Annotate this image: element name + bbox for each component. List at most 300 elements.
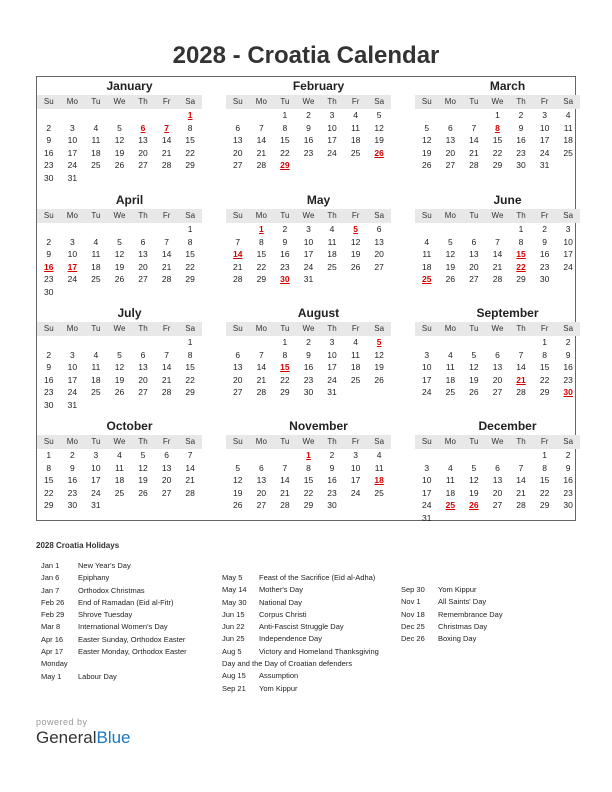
day-cell: 15 xyxy=(539,362,550,373)
day-cell: 11 xyxy=(351,349,360,360)
day-cell xyxy=(61,286,85,299)
day-cell: 25 xyxy=(91,160,101,171)
day-cell: 29 xyxy=(303,500,314,511)
day-cell: 6 xyxy=(376,224,382,234)
holiday-entry xyxy=(401,596,576,608)
day-cell xyxy=(509,336,533,349)
weekday-header: We xyxy=(491,437,504,446)
day-cell: 22 xyxy=(185,147,195,158)
day-cell: 23 xyxy=(44,274,54,285)
day-cell xyxy=(509,449,533,462)
holiday-entry xyxy=(222,584,402,596)
day-cell: 28 xyxy=(492,274,503,285)
day-cell: 26 xyxy=(114,274,125,285)
week-row xyxy=(37,286,202,299)
holiday-day-cell: 6 xyxy=(140,122,146,133)
day-cell: 23 xyxy=(516,147,526,158)
day-cell xyxy=(155,399,179,412)
day-cell: 14 xyxy=(185,462,195,473)
day-cell: 4 xyxy=(93,122,99,133)
month-name: July xyxy=(117,306,142,320)
day-cell: 3 xyxy=(353,450,358,460)
holiday-name: Christmas Day xyxy=(438,621,488,631)
day-cell: 21 xyxy=(280,487,290,498)
holiday-entry xyxy=(41,597,221,609)
weekday-header: Th xyxy=(516,324,526,333)
week-row xyxy=(37,399,202,412)
day-cell: 15 xyxy=(44,475,54,486)
day-cell: 12 xyxy=(138,462,148,473)
day-cell: 1 xyxy=(282,110,288,120)
holiday-date: May 5 xyxy=(222,573,243,582)
holiday-day-cell: 17 xyxy=(67,261,78,272)
day-cell: 7 xyxy=(258,349,264,360)
day-cell: 24 xyxy=(422,500,432,511)
day-cell: 19 xyxy=(138,475,148,486)
weekday-header-row xyxy=(226,322,391,336)
week-row xyxy=(226,223,391,236)
day-cell: 5 xyxy=(424,122,430,133)
day-cell xyxy=(462,512,486,525)
month-name: January xyxy=(106,79,153,93)
weekday-header: Tu xyxy=(469,437,479,446)
day-cell: 21 xyxy=(233,261,243,272)
holiday-name: All Saints' Day xyxy=(438,597,487,607)
weekday-header: Th xyxy=(327,324,337,333)
day-cell: 5 xyxy=(447,236,453,247)
day-cell: 11 xyxy=(91,362,101,373)
day-cell: 2 xyxy=(565,337,571,347)
month-name: November xyxy=(289,419,348,433)
holiday-entry xyxy=(41,646,221,658)
day-cell xyxy=(320,273,344,286)
day-cell: 27 xyxy=(138,387,148,398)
day-cell: 26 xyxy=(445,274,456,285)
day-cell: 21 xyxy=(161,147,172,158)
day-cell: 16 xyxy=(303,362,314,373)
day-cell: 20 xyxy=(233,147,243,158)
day-cell: 17 xyxy=(303,249,314,260)
month-name: October xyxy=(106,419,153,433)
day-cell: 6 xyxy=(471,236,477,247)
day-cell: 16 xyxy=(563,475,573,486)
day-cell: 22 xyxy=(256,261,267,272)
day-cell xyxy=(155,172,179,185)
week-row xyxy=(37,386,202,399)
week-row xyxy=(226,134,391,147)
day-cell: 21 xyxy=(256,147,267,158)
day-cell: 15 xyxy=(539,475,550,486)
weekday-header: Su xyxy=(232,97,243,106)
weekday-header: Th xyxy=(516,211,526,220)
day-cell: 22 xyxy=(303,487,314,498)
day-cell: 26 xyxy=(138,487,148,498)
holiday-day-cell: 26 xyxy=(374,147,384,158)
day-cell: 30 xyxy=(44,286,54,297)
holiday-date: Mar 8 xyxy=(41,622,61,632)
day-cell xyxy=(462,223,486,236)
day-cell: 13 xyxy=(233,135,243,146)
day-cell: 20 xyxy=(138,147,148,158)
holiday-name: Feast of the Sacrifice (Eid al-Adha) xyxy=(259,573,376,582)
week-row xyxy=(37,248,202,261)
day-cell: 12 xyxy=(114,249,125,260)
weekday-header: We xyxy=(491,97,504,106)
day-cell: 5 xyxy=(471,462,477,473)
week-row xyxy=(226,248,391,261)
day-cell: 20 xyxy=(445,147,456,158)
weekday-header: Mo xyxy=(66,97,78,106)
holiday-name: Easter Sunday, Orthodox Easter xyxy=(78,634,186,644)
weekday-header: We xyxy=(491,211,504,220)
month-june xyxy=(415,192,580,286)
weekday-header: Mo xyxy=(255,437,267,446)
holiday-entry xyxy=(41,671,221,683)
day-cell: 10 xyxy=(350,462,361,473)
weekday-header: Tu xyxy=(91,97,101,106)
holiday-date: Apr 17 xyxy=(41,647,64,657)
day-cell: 18 xyxy=(563,135,573,146)
day-cell xyxy=(226,223,250,236)
day-cell: 31 xyxy=(327,387,337,398)
weekday-header: Fr xyxy=(540,324,549,333)
day-cell xyxy=(61,109,85,122)
day-cell: 29 xyxy=(185,387,195,398)
day-cell: 31 xyxy=(91,500,101,511)
day-cell: 6 xyxy=(140,236,146,247)
week-row xyxy=(415,236,580,249)
day-cell xyxy=(556,273,580,286)
holiday-date: May 30 xyxy=(222,597,247,607)
day-cell: 20 xyxy=(138,261,148,272)
day-cell xyxy=(250,336,274,349)
weekday-header: Sa xyxy=(563,324,574,333)
day-cell: 31 xyxy=(303,274,314,285)
day-cell: 10 xyxy=(67,362,78,373)
week-row xyxy=(226,386,391,399)
week-row xyxy=(37,122,202,135)
day-cell: 28 xyxy=(256,160,267,171)
day-cell xyxy=(61,336,85,349)
day-cell xyxy=(462,109,486,122)
day-cell: 29 xyxy=(256,274,267,285)
powered-by-text: powered by xyxy=(36,717,88,727)
day-cell xyxy=(486,336,510,349)
day-cell: 2 xyxy=(518,110,524,120)
day-cell xyxy=(84,286,108,299)
day-cell: 7 xyxy=(164,236,169,247)
day-cell: 5 xyxy=(376,110,382,120)
day-cell: 16 xyxy=(44,147,54,158)
day-cell: 12 xyxy=(374,122,384,133)
week-row xyxy=(415,159,580,172)
day-cell: 19 xyxy=(350,249,361,260)
weekday-header: We xyxy=(302,437,315,446)
month-february xyxy=(226,78,391,172)
day-cell: 29 xyxy=(185,274,195,285)
day-cell: 1 xyxy=(187,224,193,234)
holiday-name: Victory and Homeland Thanksgiving xyxy=(259,646,379,656)
day-cell: 6 xyxy=(140,349,146,360)
holiday-name: Orthodox Christmas xyxy=(78,585,145,595)
day-cell: 20 xyxy=(469,261,479,272)
day-cell xyxy=(108,399,132,412)
day-cell xyxy=(439,512,463,525)
day-cell: 8 xyxy=(542,462,547,473)
weekday-header: Sa xyxy=(563,211,574,220)
month-name: August xyxy=(297,306,340,320)
weekday-header: Tu xyxy=(280,97,290,106)
week-row xyxy=(415,248,580,261)
day-cell: 14 xyxy=(256,362,267,373)
day-cell: 10 xyxy=(303,236,314,247)
day-cell xyxy=(415,449,439,462)
day-cell: 4 xyxy=(117,450,122,460)
day-cell: 30 xyxy=(563,500,573,511)
day-cell: 25 xyxy=(327,261,337,272)
weekday-header: We xyxy=(302,211,315,220)
weekday-header: Th xyxy=(138,97,148,106)
week-row xyxy=(37,273,202,286)
day-cell: 5 xyxy=(117,236,122,247)
day-cell: 23 xyxy=(44,387,54,398)
day-cell xyxy=(131,499,155,512)
day-cell: 17 xyxy=(67,147,78,158)
day-cell xyxy=(250,449,274,462)
day-cell: 26 xyxy=(233,500,243,511)
weekday-header: Fr xyxy=(162,324,171,333)
holiday-day-cell: 26 xyxy=(469,500,479,511)
holiday-date: Jun 15 xyxy=(222,609,245,619)
day-cell: 18 xyxy=(350,135,361,146)
day-cell: 9 xyxy=(542,236,547,247)
day-cell: 4 xyxy=(353,110,358,120)
day-cell: 8 xyxy=(282,349,288,360)
day-cell: 28 xyxy=(233,274,243,285)
month-may xyxy=(226,192,391,286)
week-row xyxy=(226,236,391,249)
day-cell: 21 xyxy=(161,261,172,272)
month-april xyxy=(37,192,202,299)
day-cell: 16 xyxy=(44,374,54,385)
day-cell: 14 xyxy=(161,249,172,260)
day-cell: 24 xyxy=(563,261,573,272)
day-cell: 11 xyxy=(351,122,360,133)
month-september xyxy=(415,305,580,399)
weekday-header: Su xyxy=(421,211,432,220)
day-cell: 1 xyxy=(187,337,193,347)
week-row xyxy=(226,147,391,160)
day-cell xyxy=(344,273,368,286)
day-cell: 23 xyxy=(563,487,573,498)
weekday-header: Mo xyxy=(255,97,267,106)
day-cell: 21 xyxy=(516,487,526,498)
day-cell: 20 xyxy=(492,487,503,498)
week-row xyxy=(226,487,391,500)
day-cell: 1 xyxy=(518,224,524,234)
day-cell: 24 xyxy=(91,487,101,498)
holiday-entry xyxy=(401,621,576,633)
day-cell xyxy=(108,109,132,122)
week-row xyxy=(37,374,202,387)
holiday-day-cell: 5 xyxy=(376,337,382,347)
day-cell: 9 xyxy=(565,349,571,360)
day-cell xyxy=(415,223,439,236)
day-cell: 22 xyxy=(539,487,550,498)
week-row xyxy=(226,474,391,487)
day-cell: 11 xyxy=(91,135,101,146)
day-cell xyxy=(344,159,368,172)
week-row xyxy=(37,462,202,475)
weekday-header: Su xyxy=(232,324,243,333)
day-cell xyxy=(486,512,510,525)
day-cell xyxy=(226,449,250,462)
week-row xyxy=(37,109,202,122)
weekday-header: Tu xyxy=(91,437,101,446)
day-cell: 22 xyxy=(185,374,195,385)
day-cell: 11 xyxy=(91,249,101,260)
day-cell: 19 xyxy=(374,135,384,146)
day-cell: 23 xyxy=(327,487,337,498)
week-row xyxy=(37,236,202,249)
day-cell xyxy=(131,223,155,236)
day-cell: 31 xyxy=(67,172,78,183)
weekday-header: Th xyxy=(138,324,148,333)
day-cell: 7 xyxy=(235,236,241,247)
day-cell: 9 xyxy=(565,462,571,473)
holiday-name-continuation: Monday xyxy=(41,659,68,669)
day-cell: 21 xyxy=(185,475,195,486)
day-cell: 13 xyxy=(161,462,172,473)
day-cell: 30 xyxy=(303,387,314,398)
holiday-entry xyxy=(222,597,402,609)
day-cell: 22 xyxy=(44,487,54,498)
day-cell: 11 xyxy=(445,362,455,373)
day-cell: 28 xyxy=(516,500,526,511)
weekday-header: We xyxy=(113,211,126,220)
week-row xyxy=(415,223,580,236)
weekday-header: Fr xyxy=(351,97,360,106)
day-cell: 8 xyxy=(46,462,52,473)
day-cell: 15 xyxy=(492,135,503,146)
day-cell: 6 xyxy=(235,122,241,133)
day-cell: 29 xyxy=(280,387,290,398)
holiday-day-cell: 18 xyxy=(374,475,384,486)
weekday-header: Fr xyxy=(162,211,171,220)
weekday-header: We xyxy=(302,324,315,333)
day-cell xyxy=(108,286,132,299)
day-cell xyxy=(37,336,61,349)
holiday-day-cell: 25 xyxy=(445,500,456,511)
day-cell xyxy=(131,399,155,412)
day-cell: 8 xyxy=(542,349,547,360)
weekday-header: Mo xyxy=(444,211,456,220)
day-cell xyxy=(439,449,463,462)
holiday-day-cell: 5 xyxy=(353,224,358,234)
weekday-header: Sa xyxy=(374,97,385,106)
month-august xyxy=(226,305,391,399)
day-cell: 29 xyxy=(516,274,526,285)
holiday-name: Labour Day xyxy=(78,671,117,681)
day-cell: 2 xyxy=(46,349,52,360)
weekday-header: We xyxy=(491,324,504,333)
holiday-name: Boxing Day xyxy=(438,634,477,644)
day-cell: 19 xyxy=(445,261,456,272)
week-row xyxy=(37,159,202,172)
day-cell: 19 xyxy=(422,147,432,158)
holiday-day-cell: 15 xyxy=(516,249,526,260)
week-row xyxy=(415,449,580,462)
day-cell: 24 xyxy=(539,147,550,158)
holiday-name: New Year's Day xyxy=(78,561,131,570)
holiday-entry xyxy=(41,621,221,633)
weekday-header: Mo xyxy=(66,437,78,446)
weekday-header-row xyxy=(415,322,580,336)
holiday-day-cell: 15 xyxy=(280,362,290,373)
day-cell: 24 xyxy=(327,147,337,158)
week-row xyxy=(415,349,580,362)
day-cell: 6 xyxy=(495,462,500,473)
day-cell: 12 xyxy=(350,236,361,247)
weekday-header: Sa xyxy=(185,324,196,333)
month-october xyxy=(37,418,202,512)
day-cell: 25 xyxy=(445,387,456,398)
weekday-header: Sa xyxy=(374,211,385,220)
week-row xyxy=(37,487,202,500)
weekday-header: Su xyxy=(232,437,243,446)
weekday-header-row xyxy=(226,435,391,449)
day-cell: 25 xyxy=(91,274,101,285)
day-cell: 12 xyxy=(114,362,125,373)
day-cell: 9 xyxy=(306,349,311,360)
day-cell xyxy=(178,399,202,412)
holiday-date: Sep 30 xyxy=(401,585,425,594)
day-cell: 25 xyxy=(374,487,384,498)
weekday-header-row xyxy=(415,435,580,449)
brand-logo[interactable] xyxy=(36,728,131,748)
holiday-entry xyxy=(41,560,221,572)
day-cell: 8 xyxy=(187,122,193,133)
day-cell: 28 xyxy=(161,160,172,171)
weekday-header: Tu xyxy=(280,437,290,446)
day-cell: 11 xyxy=(563,122,573,133)
day-cell: 14 xyxy=(469,135,479,146)
day-cell: 15 xyxy=(185,249,195,260)
day-cell: 28 xyxy=(185,487,195,498)
day-cell xyxy=(415,109,439,122)
day-cell: 14 xyxy=(161,362,172,373)
weekday-header: Mo xyxy=(255,211,267,220)
day-cell xyxy=(84,109,108,122)
weekday-header: Fr xyxy=(540,97,549,106)
weekday-header: Th xyxy=(327,97,337,106)
week-row xyxy=(415,336,580,349)
day-cell: 3 xyxy=(69,122,75,133)
day-cell: 20 xyxy=(161,475,172,486)
weekday-header: Tu xyxy=(280,324,290,333)
weekday-header: We xyxy=(302,97,315,106)
day-cell xyxy=(108,499,132,512)
day-cell: 18 xyxy=(91,147,101,158)
week-row xyxy=(415,273,580,286)
holiday-date: May 1 xyxy=(41,671,62,681)
day-cell: 29 xyxy=(44,500,54,511)
day-cell: 7 xyxy=(258,122,264,133)
week-row xyxy=(226,336,391,349)
weekday-header: Th xyxy=(516,97,526,106)
day-cell: 9 xyxy=(329,462,335,473)
weekday-header: Sa xyxy=(374,437,385,446)
